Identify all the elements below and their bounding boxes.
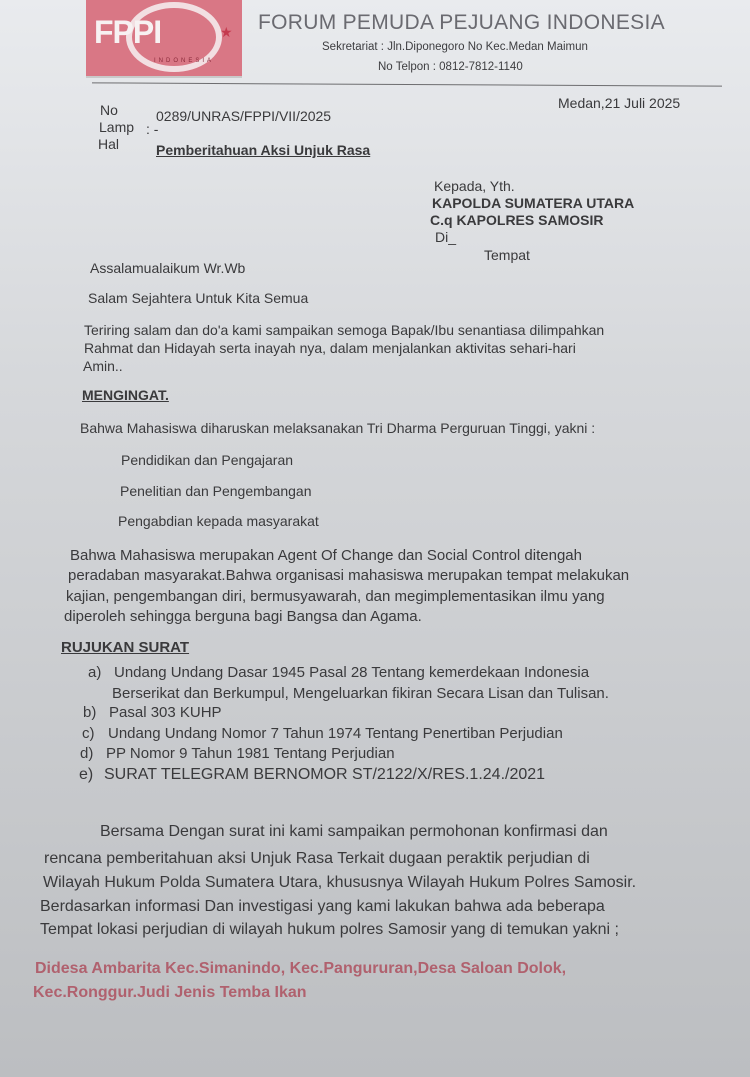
body-line: Bersama Dengan surat ini kami sampaikan permohonan konfirmasi dan — [100, 823, 608, 840]
header-divider — [92, 82, 722, 86]
mengingat-para-line: kajian, pengembangan diri, bermusyawarah, dan megimplementasikan ilmu yang — [66, 588, 605, 605]
no-label: No — [100, 102, 118, 118]
organization-logo — [86, 0, 242, 78]
rujukan-marker: e) — [79, 766, 94, 783]
location-line: Kec.Ronggur.Judi Jenis Temba Ikan — [33, 984, 307, 1001]
recipient-line-2: C.q KAPOLRES SAMOSIR — [430, 212, 604, 228]
rujukan-marker: a) — [88, 664, 102, 681]
rujukan-item: Undang Undang Dasar 1945 Pasal 28 Tentang kemerdekaan Indonesia — [114, 664, 590, 681]
recipient-line-1: KAPOLDA SUMATERA UTARA — [432, 195, 635, 211]
lamp-label: Lamp — [99, 119, 135, 135]
list-item: Penelitian dan Pengembangan — [120, 483, 312, 499]
opening-line: Rahmat dan Hidayah serta inayah nya, dalam menjalankan aktivitas sehari-hari — [84, 340, 576, 356]
rujukan-item: SURAT TELEGRAM BERNOMOR ST/2122/X/RES.1.24./2021 — [104, 766, 546, 783]
rujukan-heading: RUJUKAN SURAT — [61, 639, 190, 656]
rujukan-marker: c) — [82, 725, 95, 742]
body-line: Tempat lokasi perjudian di wilayah hukum polres Samosir yang di temukan yakni ; — [40, 921, 619, 938]
place-date: Medan,21 Juli 2025 — [558, 95, 681, 111]
recipient-line-3: Di_ — [435, 229, 457, 245]
subject: Pemberitahuan Aksi Unjuk Rasa — [156, 142, 371, 158]
list-item: Pendidikan dan Pengajaran — [121, 452, 294, 468]
secretariat-address: Sekretariat : Jln.Diponegoro No Kec.Medan Maimun — [322, 41, 588, 53]
mengingat-intro: Bahwa Mahasiswa diharuskan melaksanakan Tri Dharma Perguruan Tinggi, yakni : — [80, 420, 596, 436]
mengingat-heading: MENGINGAT. — [82, 387, 169, 403]
letter-number: 0289/UNRAS/FPPI/VII/2025 — [156, 108, 332, 124]
body-line: Berdasarkan informasi Dan investigasi yang kami lakukan bahwa ada beberapa — [40, 898, 605, 915]
opening-line: Teriring salam dan do'a kami sampaikan semoga Bapak/Ibu senantiasa dilimpahkan — [84, 322, 605, 338]
opening-line: Amin.. — [83, 358, 123, 374]
rujukan-item: PP Nomor 9 Tahun 1981 Tentang Perjudian — [106, 745, 395, 762]
logo-text: FPPI — [94, 14, 162, 50]
body-line: rencana pemberitahuan aksi Unjuk Rasa Terkait dugaan peraktik perjudian di — [44, 850, 590, 867]
list-item: Pengabdian kepada masyarakat — [118, 513, 319, 529]
location-line: Didesa Ambarita Kec.Simanindo, Kec.Pangururan,Desa Saloan Dolok, — [35, 960, 567, 977]
logo-ring-text: INDONESIA — [154, 58, 215, 64]
mengingat-para-line: diperoleh sehingga berguna bagi Bangsa dan Agama. — [64, 608, 422, 625]
rujukan-item-continued: Berserikat dan Berkumpul, Mengeluarkan fikiran Secara Lisan dan Tulisan. — [112, 685, 609, 702]
organization-name: FORUM PEMUDA PEJUANG INDONESIA — [258, 11, 665, 34]
rujukan-marker: b) — [83, 704, 97, 721]
body-line: Wilayah Hukum Polda Sumatera Utara, khususnya Wilayah Hukum Polres Samosir. — [43, 874, 637, 891]
rujukan-marker: d) — [80, 745, 94, 762]
hal-label: Hal — [98, 136, 120, 152]
salutation-1: Assalamualaikum Wr.Wb — [90, 260, 246, 276]
phone-number: No Telpon : 0812-7812-1140 — [378, 61, 523, 73]
lamp-value: : - — [146, 121, 159, 137]
mengingat-para-line: peradaban masyarakat.Bahwa organisasi mahasiswa merupakan tempat melakukan — [68, 567, 630, 584]
recipient-greeting: Kepada, Yth. — [434, 178, 515, 194]
salutation-2: Salam Sejahtera Untuk Kita Semua — [88, 290, 309, 306]
rujukan-item: Pasal 303 KUHP — [109, 704, 222, 721]
rujukan-item: Undang Undang Nomor 7 Tahun 1974 Tentang Penertiban Perjudian — [108, 725, 563, 742]
recipient-line-4: Tempat — [484, 247, 530, 263]
star-icon: ★ — [220, 24, 233, 40]
mengingat-para-line: Bahwa Mahasiswa merupakan Agent Of Change dan Social Control ditengah — [70, 547, 582, 564]
